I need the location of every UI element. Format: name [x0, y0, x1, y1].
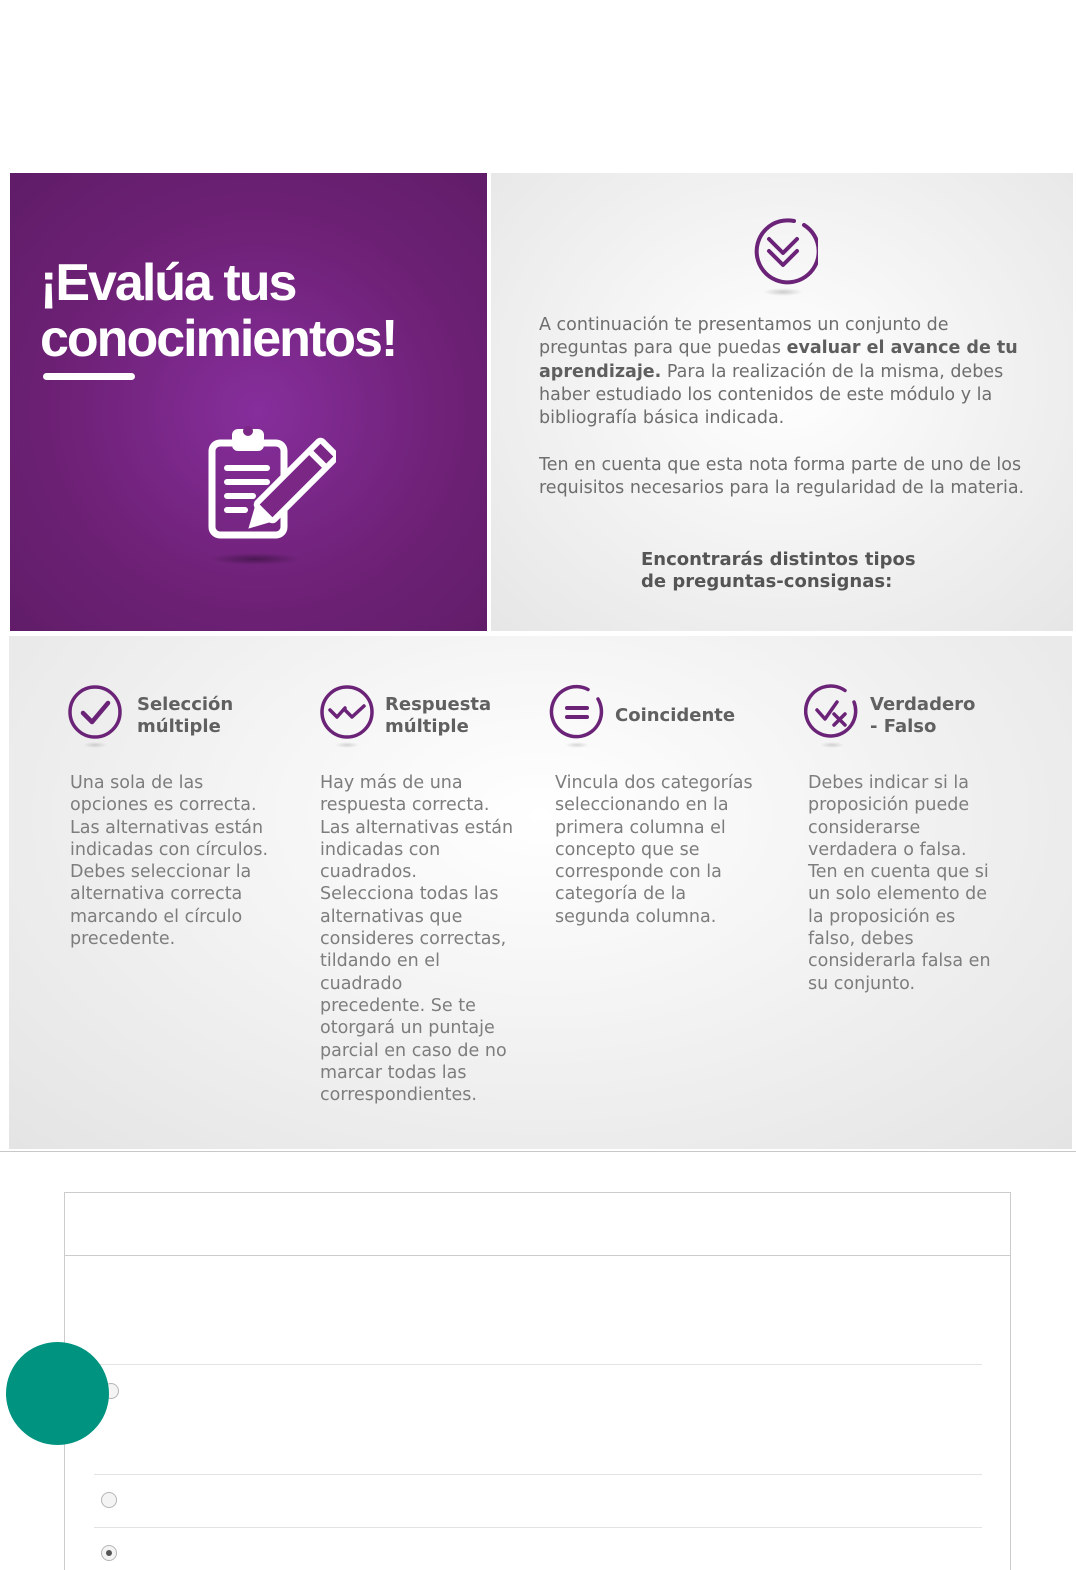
question-types-panel [9, 636, 1072, 1149]
icon-shadow [820, 742, 844, 748]
description-line: considerarla falsa en [808, 951, 991, 972]
description-line: un solo elemento de [808, 884, 988, 905]
description-line: indicadas con [320, 839, 441, 860]
intro-panel [491, 173, 1073, 631]
description-line: segunda columna. [555, 906, 717, 927]
intro-text-bold: evaluar el avance de tu aprendizaje. [539, 338, 1018, 382]
description-line: consideres correctas, [320, 929, 507, 950]
description-line: Debes indicar si la [808, 773, 969, 793]
double-chevron-down-icon [748, 215, 818, 285]
section-divider [0, 1151, 1076, 1152]
description-line: su conjunto. [808, 973, 916, 994]
check-circle-icon [67, 684, 123, 740]
type-title-line: Selección [137, 694, 234, 715]
description-line: cuadrado [320, 973, 403, 994]
description-line: precedente. Se te [320, 995, 476, 1016]
description-line: proposición puede [808, 795, 970, 816]
description-line: otorgará un puntaje [320, 1018, 495, 1039]
description-line: Debes seleccionar la [70, 862, 252, 883]
type-title-line: Respuesta [385, 694, 492, 715]
option-separator [94, 1527, 982, 1528]
icon-shadow [210, 553, 300, 565]
answer-option-2-radio[interactable] [101, 1492, 117, 1508]
type-description [70, 772, 268, 950]
type-title-line: Coincidente [615, 705, 736, 726]
description-line: primera columna el [555, 817, 726, 838]
description-line: verdadera o falsa. [808, 839, 967, 860]
banner-title-line2: conocimientos! [40, 310, 397, 368]
description-line: marcar todas las [320, 1062, 467, 1083]
description-line: alternativa correcta [70, 884, 243, 905]
intro-text-part2: Para la realización de la misma, debes haber estudiado los contenidos de este módulo y la bibliografía básica indicada. [539, 361, 1004, 429]
description-line: opciones es correcta. [70, 795, 257, 816]
description-line: Selecciona todas las [320, 884, 499, 905]
type-title-line: múltiple [137, 716, 221, 737]
type-title [385, 694, 491, 738]
description-line: la proposición es [808, 906, 956, 927]
double-check-circle-icon [319, 684, 375, 740]
description-line: parcial en caso de no [320, 1040, 507, 1061]
types-heading-line2: de preguntas-consignas: [641, 571, 893, 592]
description-line: Ten en cuenta que si [808, 862, 989, 883]
intro-paragraph [539, 314, 1039, 430]
type-description [555, 772, 753, 928]
type-title-line: múltiple [385, 716, 469, 737]
types-heading-line1: Encontrarás distintos tipos [641, 549, 916, 570]
type-title [137, 694, 233, 738]
type-title [870, 694, 975, 738]
description-line: considerarse [808, 817, 921, 838]
description-line: indicadas con círculos. [70, 839, 269, 860]
description-line: concepto que se [555, 839, 700, 860]
floating-action-button[interactable] [6, 1342, 109, 1445]
type-title-line: - Falso [870, 716, 937, 737]
option-separator [94, 1364, 982, 1365]
description-line: seleccionando en la [555, 795, 729, 816]
option-separator [94, 1474, 982, 1475]
icon-shadow [83, 742, 107, 748]
description-line: Vincula dos categorías [555, 773, 753, 793]
icon-shadow [335, 742, 359, 748]
type-title-line: Verdadero [870, 694, 976, 715]
type-title [615, 705, 735, 727]
description-line: Una sola de las [70, 773, 204, 793]
check-x-circle-icon [804, 684, 860, 740]
equals-circle-icon [549, 684, 605, 740]
description-line: respuesta correcta. [320, 795, 490, 816]
title-underline [43, 373, 135, 380]
quiz-question-card [64, 1192, 1011, 1570]
description-line: alternativas que [320, 906, 463, 927]
question-header [65, 1193, 1010, 1256]
type-description [320, 772, 513, 1106]
clipboard-pencil-icon [206, 421, 336, 551]
description-line: Las alternativas están [320, 817, 514, 838]
description-line: correspondientes. [320, 1085, 477, 1106]
description-line: Las alternativas están [70, 817, 264, 838]
icon-shadow [763, 288, 803, 296]
description-line: tildando en el [320, 951, 440, 972]
description-line: marcando el círculo [70, 906, 243, 927]
evaluation-banner [10, 173, 487, 631]
answer-option-3-radio[interactable] [101, 1545, 117, 1561]
description-line: corresponde con la [555, 862, 722, 883]
banner-title-line1: ¡Evalúa tus [40, 254, 296, 312]
types-heading [641, 549, 981, 593]
type-description [808, 772, 991, 995]
banner-title [40, 255, 396, 367]
description-line: precedente. [70, 929, 176, 950]
description-line: cuadrados. [320, 862, 417, 883]
description-line: categoría de la [555, 884, 687, 905]
intro-text-part1: A continuación te presentamos un conjunto de preguntas para que puedas [539, 315, 949, 359]
description-line: Hay más de una [320, 773, 463, 793]
note-paragraph: Ten en cuenta que esta nota forma parte de uno de los requisitos necesarios para la regularidad de la materia. [539, 455, 1025, 499]
icon-shadow [565, 742, 589, 748]
description-line: falso, debes [808, 929, 914, 950]
